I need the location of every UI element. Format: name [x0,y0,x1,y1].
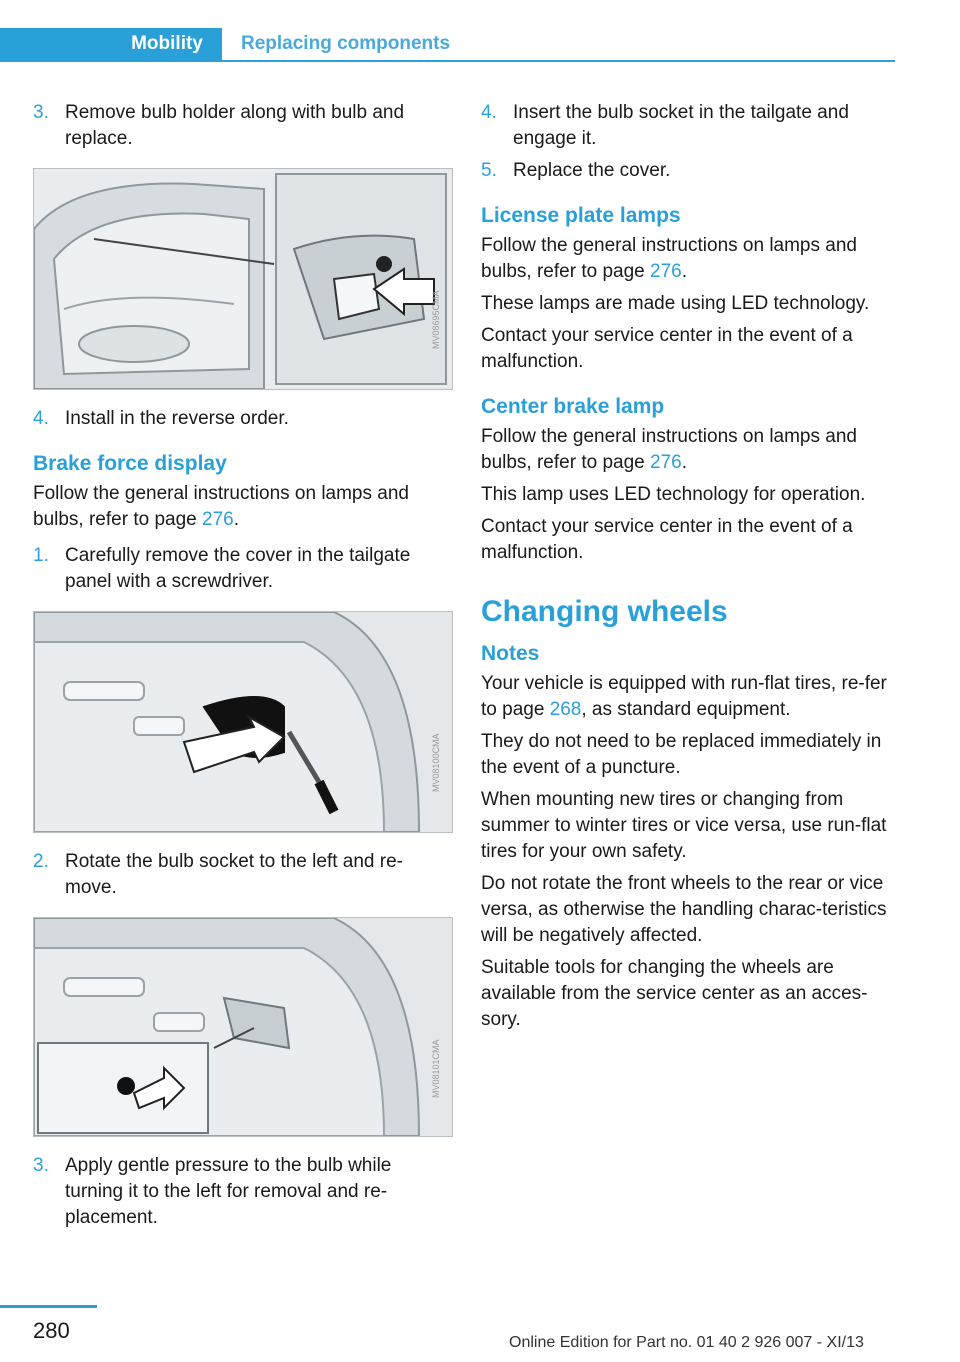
notes-puncture: They do not need to be replaced immediately in the event of a puncture. [481,731,882,778]
page-link-268[interactable]: 268 [549,699,582,720]
notes-rotate: Do not rotate the front wheels to the rear or vice versa, as otherwise the handling charac-teristics will be negatively affected. [481,873,887,946]
section-tab[interactable]: Replacing components [241,33,451,54]
brake-force-intro: Follow the general instructions on lamps and bulbs, refer to page 276. [33,483,409,530]
step-3-apply-pressure: 3. Apply gentle pressure to the bulb while turning it to the left for removal and re-placement. [33,1155,392,1228]
figure-rotate-socket [33,917,453,1137]
notes-tools: Suitable tools for changing the wheels are available from the service center as an acces-sory. [481,957,868,1030]
figure-code: MV08101CMA [431,1039,441,1098]
page-link-276[interactable]: 276 [202,509,234,530]
license-led-text: These lamps are made using LED technology. [481,293,870,314]
page-link-276[interactable]: 276 [650,452,682,473]
chapter-tab[interactable]: Mobility [0,28,222,60]
notes-run-flat: Your vehicle is equipped with run-flat tires, re-fer to page 268, as standard equipment. [481,673,887,720]
page-header [0,28,895,62]
step-1-remove-cover: 1. Carefully remove the cover in the tailgate panel with a screwdriver. [33,545,411,592]
figure-code: MV08100CMA [431,733,441,792]
edition-note: Online Edition for Part no. 01 40 2 926 007 - XI/13 [509,1334,864,1351]
center-led-text: This lamp uses LED technology for operation. [481,484,866,505]
header-rule [0,60,895,62]
footer-rule [0,1305,97,1308]
license-contact-text: Contact your service center in the event of a malfunction. [481,325,853,372]
center-brake-lamp-heading: Center brake lamp [481,395,665,418]
step-5-replace-cover: 5. Replace the cover. [481,160,671,181]
step-2-rotate-socket: 2. Rotate the bulb socket to the left and re-move. [33,851,403,898]
figure-remove-cover [33,611,453,833]
notes-heading: Notes [481,642,540,665]
step-4-install-reverse: 4. Install in the reverse order. [33,408,289,429]
right-column [481,100,893,1039]
notes-mounting: When mounting new tires or changing from summer to winter tires or vice versa, use run-flat tires for your own safety. [481,789,887,862]
brake-force-display-heading: Brake force display [33,452,227,475]
page-number: 280 [33,1318,70,1343]
step-4-insert-socket: 4. Insert the bulb socket in the tailgate and engage it. [481,102,849,149]
center-contact-text: Contact your service center in the event of a malfunction. [481,516,853,563]
figure-code: MV08695CMA [431,290,441,349]
license-plate-lamps-heading: License plate lamps [481,204,681,227]
figure-bulb-holder [33,168,453,390]
page-link-276[interactable]: 276 [650,261,682,282]
center-intro: Follow the general instructions on lamps and bulbs, refer to page 276. [481,426,857,473]
license-intro: Follow the general instructions on lamps and bulbs, refer to page 276. [481,235,857,282]
step-3-remove-bulb-holder: 3. Remove bulb holder along with bulb and replace. [33,102,405,149]
changing-wheels-heading: Changing wheels [481,595,728,628]
left-column [33,100,451,1237]
